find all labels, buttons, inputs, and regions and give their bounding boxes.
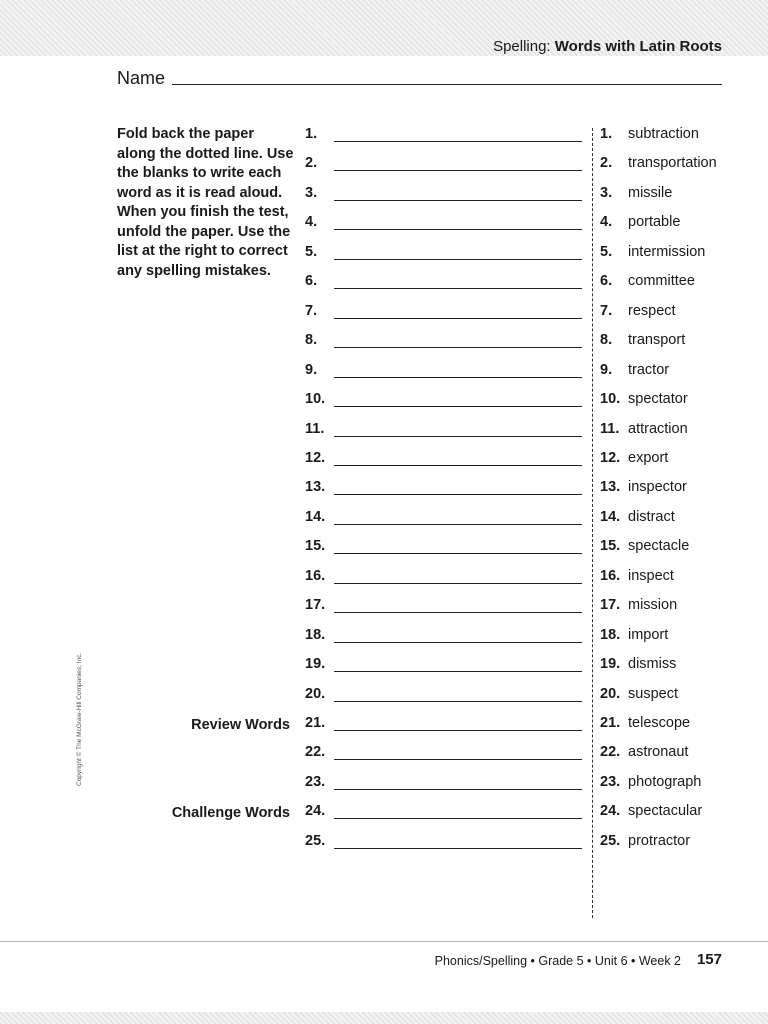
word-number: 16. — [600, 568, 621, 584]
answer-blank[interactable] — [334, 789, 582, 790]
answer-number: 7. — [305, 303, 318, 319]
footer-text: Phonics/Spelling • Grade 5 • Unit 6 • Week 2 — [434, 954, 681, 968]
bottom-hatch-band — [0, 1012, 768, 1024]
answer-row — [300, 450, 582, 472]
name-row — [117, 66, 722, 88]
word-number: 18. — [600, 627, 621, 643]
answer-blank[interactable] — [334, 288, 582, 289]
word-number: 20. — [600, 686, 621, 702]
answer-number: 2. — [305, 155, 318, 171]
word-number: 23. — [600, 774, 621, 790]
answer-number: 17. — [305, 597, 326, 613]
word-number: 9. — [600, 362, 613, 378]
word-number: 21. — [600, 715, 621, 731]
answer-number: 10. — [305, 391, 326, 407]
answer-row — [300, 421, 582, 443]
answer-number: 23. — [305, 774, 326, 790]
answer-row — [300, 155, 582, 177]
answer-blank[interactable] — [334, 141, 582, 142]
spelling-word: inspector — [628, 479, 687, 495]
spelling-word: respect — [628, 303, 676, 319]
answer-blank[interactable] — [334, 229, 582, 230]
answer-blank[interactable] — [334, 818, 582, 819]
answer-row — [300, 332, 582, 354]
word-number: 19. — [600, 656, 621, 672]
answer-blank[interactable] — [334, 318, 582, 319]
answer-blank[interactable] — [334, 553, 582, 554]
answer-row — [300, 538, 582, 560]
answer-number: 22. — [305, 744, 326, 760]
answer-blank[interactable] — [334, 465, 582, 466]
spelling-word: mission — [628, 597, 678, 613]
word-number: 14. — [600, 509, 621, 525]
answer-blank[interactable] — [334, 170, 582, 171]
answer-row — [300, 803, 582, 825]
answer-blank[interactable] — [334, 612, 582, 613]
word-number: 15. — [600, 538, 621, 554]
answer-row — [300, 126, 582, 148]
answer-row — [300, 656, 582, 678]
answer-number: 12. — [305, 450, 326, 466]
word-number: 12. — [600, 450, 621, 466]
worksheet-header — [493, 38, 722, 55]
answer-row — [300, 627, 582, 649]
answer-blank[interactable] — [334, 377, 582, 378]
answer-row — [300, 214, 582, 236]
spelling-word: spectacle — [628, 538, 690, 554]
spelling-word: subtraction — [628, 126, 699, 142]
answer-blank[interactable] — [334, 436, 582, 437]
answer-row — [300, 715, 582, 737]
answer-number: 21. — [305, 715, 326, 731]
answer-row — [300, 833, 582, 855]
answer-blank[interactable] — [334, 701, 582, 702]
word-number: 13. — [600, 479, 621, 495]
word-number: 8. — [600, 332, 613, 348]
answer-number: 25. — [305, 833, 326, 849]
spelling-word: tractor — [628, 362, 670, 378]
name-field[interactable] — [172, 84, 722, 85]
answer-number: 14. — [305, 509, 326, 525]
spelling-word: intermission — [628, 244, 706, 260]
word-number: 5. — [600, 244, 613, 260]
spelling-word: astronaut — [628, 744, 689, 760]
word-number: 6. — [600, 273, 613, 289]
spelling-word: dismiss — [628, 656, 677, 672]
spelling-word: transport — [628, 332, 686, 348]
answer-row — [300, 597, 582, 619]
answer-blank[interactable] — [334, 406, 582, 407]
answer-number: 13. — [305, 479, 326, 495]
answer-row — [300, 686, 582, 708]
spelling-word: attraction — [628, 421, 688, 437]
answer-row — [300, 362, 582, 384]
word-number: 17. — [600, 597, 621, 613]
answer-blank[interactable] — [334, 347, 582, 348]
spelling-word: spectator — [628, 391, 688, 407]
name-label: Name — [117, 68, 166, 88]
answer-row — [300, 479, 582, 501]
word-number: 24. — [600, 803, 621, 819]
answer-number: 24. — [305, 803, 326, 819]
word-number: 22. — [600, 744, 621, 760]
spelling-word: distract — [628, 509, 675, 525]
answer-number: 6. — [305, 273, 318, 289]
answer-number: 1. — [305, 126, 318, 142]
word-number: 25. — [600, 833, 621, 849]
answer-blank[interactable] — [334, 524, 582, 525]
answer-row — [300, 273, 582, 295]
answer-number: 18. — [305, 627, 326, 643]
spelling-word: photograph — [628, 774, 702, 790]
answer-number: 5. — [305, 244, 318, 260]
review-words-label: Review Words — [191, 717, 290, 733]
instructions: Fold back the paper along the dotted line. Use the blanks to write each word as it is read aloud. When you finish the test, unfold the paper. Use the list at the right to correct any spelling mistakes. — [117, 126, 294, 279]
spelling-word: import — [628, 627, 669, 643]
spelling-word: portable — [628, 214, 681, 230]
answer-row — [300, 391, 582, 413]
header-title: Words with Latin Roots — [554, 38, 722, 55]
word-number: 11. — [600, 421, 620, 437]
answer-blank[interactable] — [334, 671, 582, 672]
spelling-word: protractor — [628, 833, 691, 849]
answer-row — [300, 185, 582, 207]
answer-row — [300, 303, 582, 325]
challenge-words-label: Challenge Words — [171, 805, 290, 821]
spelling-word: committee — [628, 273, 695, 289]
copyright-notice: Copyright © The McGraw-Hill Companies, Inc. — [76, 652, 83, 786]
spelling-word: suspect — [628, 686, 678, 702]
header-subject: Spelling: — [493, 38, 555, 55]
word-number: 2. — [600, 155, 613, 171]
answer-number: 16. — [305, 568, 326, 584]
answer-row — [300, 744, 582, 766]
answer-blank[interactable] — [334, 200, 582, 201]
answer-row — [300, 509, 582, 531]
answer-number: 3. — [305, 185, 318, 201]
spelling-word: spectacular — [628, 803, 703, 819]
answer-number: 4. — [305, 214, 318, 230]
spelling-word: missile — [628, 185, 673, 201]
spelling-word: transportation — [628, 155, 717, 171]
spelling-word: telescope — [628, 715, 691, 731]
word-number: 1. — [600, 126, 613, 142]
answer-number: 20. — [305, 686, 326, 702]
fold-line — [592, 128, 593, 918]
answer-row — [300, 244, 582, 266]
answer-blank[interactable] — [334, 642, 582, 643]
footer-rule — [0, 941, 768, 942]
word-number: 3. — [600, 185, 613, 201]
answer-blank[interactable] — [334, 583, 582, 584]
answer-row — [300, 568, 582, 590]
word-number: 7. — [600, 303, 613, 319]
answer-blank[interactable] — [334, 759, 582, 760]
answer-number: 8. — [305, 332, 318, 348]
answer-blank[interactable] — [334, 494, 582, 495]
answer-number: 19. — [305, 656, 326, 672]
answer-number: 15. — [305, 538, 326, 554]
answer-blank[interactable] — [334, 848, 582, 849]
answer-row — [300, 774, 582, 796]
spelling-word: inspect — [628, 568, 674, 584]
word-number: 4. — [600, 214, 613, 230]
answer-blank[interactable] — [334, 259, 582, 260]
answer-number: 11. — [305, 421, 325, 437]
page-number: 157 — [696, 951, 722, 968]
spelling-word: export — [628, 450, 669, 466]
answer-blank[interactable] — [334, 730, 582, 731]
word-number: 10. — [600, 391, 621, 407]
answer-number: 9. — [305, 362, 318, 378]
